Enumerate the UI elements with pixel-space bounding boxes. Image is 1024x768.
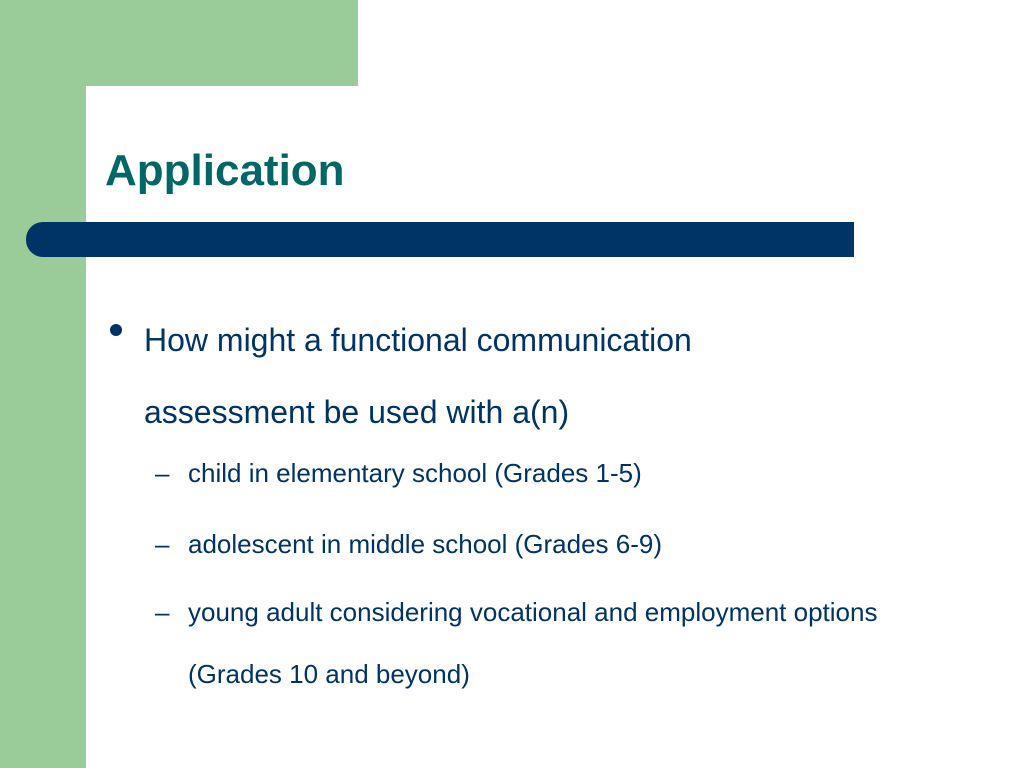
sub-bullet-text: young adult considering vocational and employment options (Grades 10 and beyond) — [188, 597, 878, 689]
sub-bullet-text: adolescent in middle school (Grades 6-9) — [188, 529, 663, 559]
decorative-green-top-band — [0, 0, 358, 86]
decorative-green-sidebar — [0, 0, 86, 768]
slide-title: Application — [105, 146, 345, 195]
sub-bullet-text: child in elementary school (Grades 1-5) — [188, 458, 642, 488]
dash-bullet-icon: – — [155, 458, 170, 488]
dash-bullet-icon: – — [155, 529, 170, 559]
dash-bullet-icon: – — [155, 597, 170, 627]
bullet-text: How might a functional communication assessment be used with a(n) — [144, 322, 692, 430]
filled-circle-bullet-icon — [110, 324, 122, 336]
title-underline-bar — [26, 222, 854, 257]
